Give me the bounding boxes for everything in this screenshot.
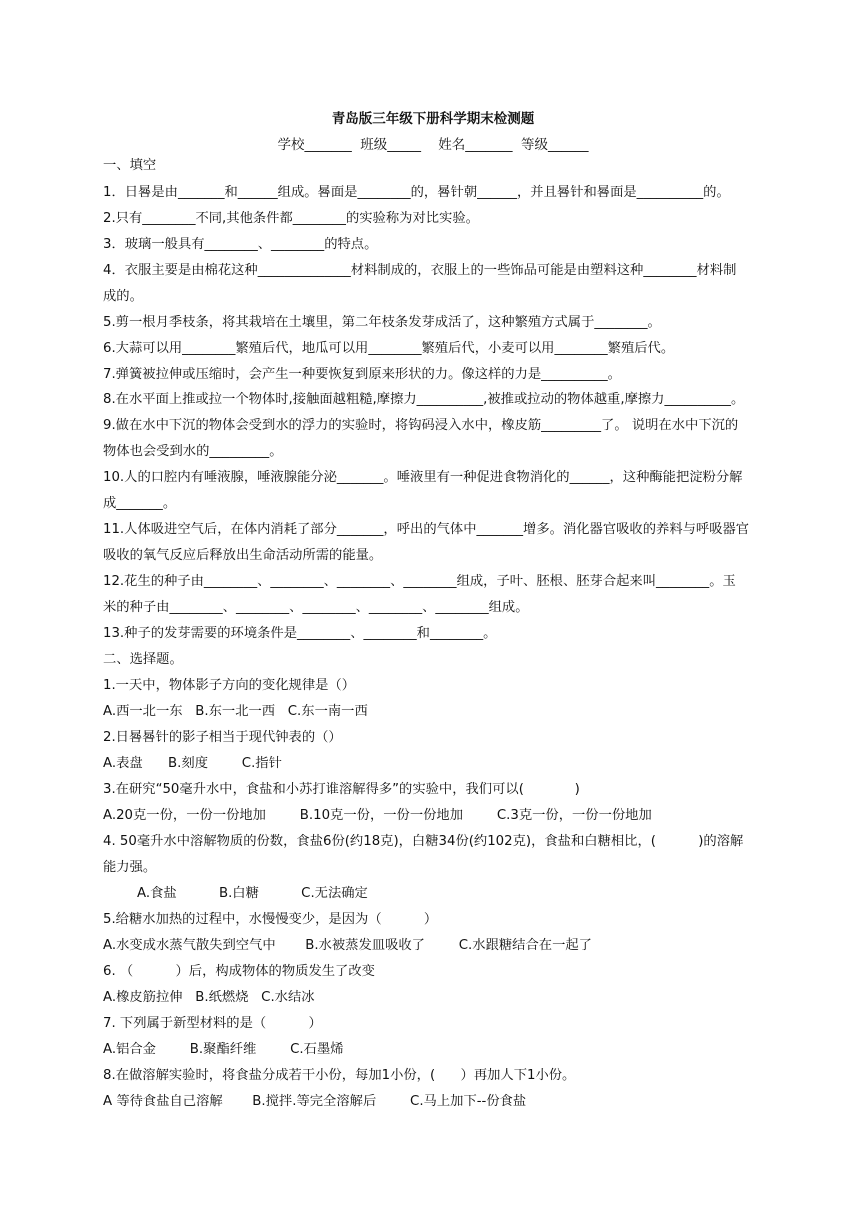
question-line: 8.在水平面上推或拉一个物体时,接触面越粗糙,摩擦力__________,被推或拉动的物体越重,摩擦力__________。 [103,392,745,407]
question-line: 3.在研究“50毫升水中，食盐和小苏打谁溶解得多”的实验中，我们可以( ) [103,782,580,797]
question-line: 12.花生的种子由________、________、________、________组成，子叶、胚根、胚芽合起来叫________。玉 [103,574,736,589]
answer-options: A.表盘 B.刻度 C.指针 [103,756,282,771]
question-line: 9.做在水中下沉的物体会受到水的浮力的实验时，将钩码浸入水中，橡皮筋_________了。 说明在水中下沉的 [103,418,739,433]
question-line: 能力强。 [103,860,157,875]
question-line: 8.在做溶解实验时，将食盐分成若干小份，每加1小份，( ）再加人下1小份。 [103,1068,576,1083]
answer-options: A.水变成水蒸气散失到空气中 B.水被蒸发皿吸收了 C.水跟糖结合在一起了 [103,938,592,953]
question-line: 10.人的口腔内有唾液腺，唾液腺能分泌_______。唾液里有一种促进食物消化的______，这种酶能把淀粉分解 [103,470,743,485]
question-line: 11.人体吸进空气后，在体内消耗了部分_______，呼出的气体中_______增多。消化器官吸收的养料与呼吸器官 [103,522,750,537]
question-line: 7.弹簧被拉伸或压缩时，会产生一种要恢复到原来形状的力。像这样的力是__________。 [103,367,621,382]
question-line: 米的种子由________、________、________、________、________组成。 [103,600,529,615]
question-line: 2.只有________不同,其他条件都________的实验称为对比实验。 [103,211,479,226]
answer-options: A.橡皮筋拉伸 B.纸燃烧 C.水结冰 [103,990,315,1005]
question-line: 3．玻璃一般具有________、________的特点。 [103,237,378,252]
question-line: 2.日晷晷针的影子相当于现代钟表的（） [103,730,342,745]
answer-options: A.铝合金 B.聚酯纤维 C.石墨烯 [103,1042,344,1057]
question-line: 1.一天中，物体影子方向的变化规律是（） [103,678,356,693]
question-line: 4. 50毫升水中溶解物质的份数，食盐6份(约18克)，白糖34份(约102克)，食盐和白糖相比，( )的溶解 [103,834,744,849]
question-line: 物体也会受到水的_________。 [103,444,283,459]
page-title: 青岛版三年级下册科学期末检测题 [331,111,535,127]
section-heading-choice: 二、选择题。 [103,652,183,667]
question-line: 4．衣服主要是由棉花这种______________材料制成的，衣服上的一些饰品可能是由塑料这种________材料制 [103,263,737,278]
answer-options: A.食盐 B.白糖 C.无法确定 [137,886,368,901]
section-heading-fill-blank: 一、填空 [103,158,157,173]
question-line: 成的。 [103,289,143,304]
question-line: 5.剪一根月季枝条，将其栽培在土壤里，第二年枝条发芽成活了，这种繁殖方式属于________。 [103,315,661,330]
question-line: 7. 下列属于新型材料的是（ ） [103,1016,322,1031]
question-line: 6. （ ）后，构成物体的物质发生了改变 [103,964,375,979]
question-line: 吸收的氧气反应后释放出生命活动所需的能量。 [103,548,383,563]
question-line: 6.大蒜可以用________繁殖后代，地瓜可以用________繁殖后代，小麦可以用________繁殖后代。 [103,341,675,356]
answer-options: A.西一北一东 B.东一北一西 C.东一南一西 [103,704,368,719]
question-line: 13.种子的发芽需要的环境条件是________、________和________。 [103,626,497,641]
answer-options: A 等待食盐自己溶解 B.搅拌.等完全溶解后 C.马上加下-‐份食盐 [103,1094,527,1109]
question-line: 1．日晷是由_______和______组成。晷面是________的，晷针朝______，并且晷针和晷面是__________的。 [103,185,730,200]
question-line: 5.给糖水加热的过程中，水慢慢变少，是因为（ ） [103,912,438,927]
question-line: 成_______。 [103,496,177,511]
student-info-line: 学校_______ 班级_____ 姓名_______ 等级______ [277,137,589,153]
answer-options: A.20克一份，一份一份地加 B.10克一份，一份一份地加 C.3克一份，一份一份地加 [103,808,652,823]
